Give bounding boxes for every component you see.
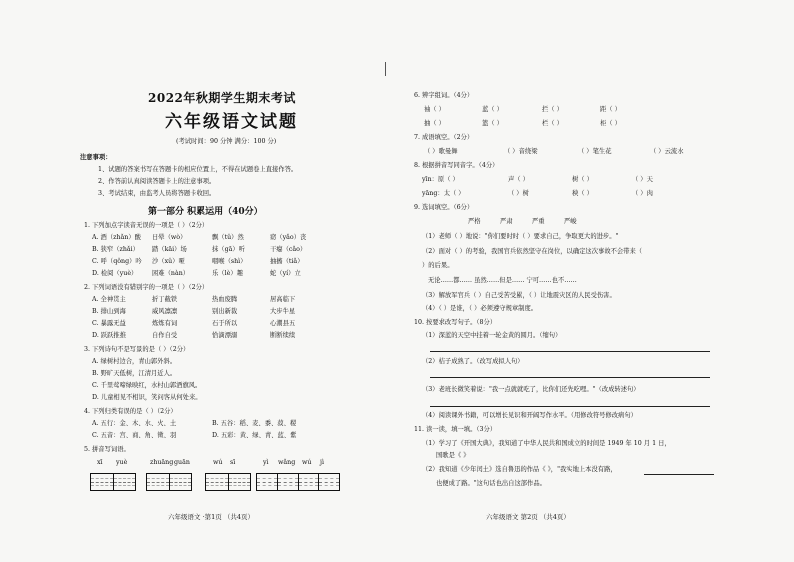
q2-option: 威风凛凛 [152,308,178,315]
q1-option: 抹（gā）听 [212,246,245,253]
q9-word: 严肃 [500,218,513,225]
q2-option: 恰滴漂溺 [212,332,238,339]
q1-option: 干瘪（cǎo） [270,246,307,253]
q7-stem: 7. 成语填空。（2分） [414,134,474,141]
q8-item: yīn：原（ ） [422,176,459,183]
answer-line[interactable] [430,351,710,352]
q4-option: C. 五音：宫、商、角、徵、羽 [92,432,177,439]
q4-option: A. 五行：金、木、水、火、土 [92,420,177,427]
q7-item: （ ）笔生花 [578,148,612,155]
q2-option: 炼炼有词 [152,320,178,327]
pinyin: sī [230,459,236,466]
q8-item: （ ）天 [632,176,653,183]
q2-option: B. 排山到海 [92,308,126,315]
q1-option: 抽搐（tiǎ） [270,258,304,265]
q10-item: （2）桔子成熟了。（改写成拟人句） [422,358,524,365]
pinyin: guān [174,459,190,466]
q8-item: （ ）树 [508,190,529,197]
q8-item: 声（ ） [508,176,529,183]
q2-stem: 2. 下列词语没有错别字的一项是（ ）（2分） [84,284,209,291]
q2-option: 别出新裁 [212,308,238,315]
answer-line[interactable] [430,377,710,378]
q7-item: （ ）音绕梁 [504,148,538,155]
q3-option: A. 绿树村边合，青山郭外斜。 [92,358,177,365]
time-info: (考试时间：90 分钟 满分：100 分) [176,138,277,145]
q2-option: 居高临下 [270,296,296,303]
q9-word: 严格 [468,218,481,225]
subject-title: 六年级语文试题 [165,112,298,132]
pinyin: xī [97,459,103,466]
q11-item: （2）我知道《少年闰土》选自鲁迅的作品《 》，"我实地上本没有路， [422,466,617,473]
q1-option: 沙（xǔ）哑 [152,258,185,265]
pinyin: yì [263,459,269,466]
q9-line: （3）解放军官兵（ ）自己受苦受累，（ ）让地震灾区的人民受伤害。 [422,292,616,299]
writing-grid[interactable] [90,473,136,491]
q1-option: C. 呼（qǒng）吟 [92,258,142,265]
q2-option: 热血废腾 [212,296,238,303]
pinyin: zhuāng [150,459,174,466]
q3-option: C. 千里莺啼绿映红，水村山郭酒旗风。 [92,382,202,389]
notice-2: 2、作答前认真阅读答题卡上的注意事项。 [98,178,216,185]
notice-header: 注意事项： [80,154,112,161]
writing-grid[interactable] [146,473,192,491]
q1-option: 咽喉（shì） [212,258,247,265]
q2-option: C. 暴露无益 [92,320,126,327]
q8-item: yāng：太（ ） [422,190,465,197]
q1-option: 乐（lè）趣 [212,270,243,277]
answer-line[interactable] [644,474,714,475]
q6-item: 袖（ ） [424,106,445,113]
q8-stem: 8. 根据拼音写同音字。（4分） [414,162,499,169]
q5-stem: 5. 拼音写词语。 [84,446,130,453]
q3-option: D. 儿童相见不相识，笑问客从何处来。 [92,394,202,401]
q9-line: ）的后果。 [422,262,454,269]
q3-option: B. 野旷天低树，江清月近人。 [92,370,177,377]
q9-line: （2）面对（ ）的考验，我国官兵依然坚守在岗位，以确定这次事故不会带来（ [422,248,643,255]
q10-item: （4）阅读课外书籍，可以增长见识和开阔写作水平。（用修改符号修改病句） [422,412,637,419]
q8-item: （ ）肉 [632,190,653,197]
q6-item: 栏（ ） [542,120,563,127]
q1-option: A. 酒（zhǎn）酸 [92,234,141,241]
q1-option: 困难（nàn） [152,270,190,277]
q9-line: 无论……都…… 虽然……但是…… 宁可……也不…… [428,277,577,284]
q2-option: 折丁截铁 [152,296,178,303]
q9-word: 严重 [532,218,545,225]
q1-option: 日晕（wò） [152,234,187,241]
q2-option: 大步牛星 [270,308,296,315]
pinyin: wú [302,459,312,466]
q9-stem: 9. 选词填空。（6分） [414,204,474,211]
notice-1: 1、试题的答案书写在答题卡的相应位置上，不得在试题卷上直接作答。 [98,166,298,173]
writing-grid[interactable] [205,473,251,491]
q4-option: D. 五彩：黄、绿、青、蓝、紫 [212,432,297,439]
pinyin: yuè [116,459,128,466]
q4-option: B. 五谷：稻、麦、黍、菽、稷 [212,420,297,427]
q3-stem: 3. 下列诗句不是写景的是（ ）（2分） [84,346,190,353]
q1-option: 飘（tǔ）然 [212,234,244,241]
q2-option: 断断续续 [270,332,296,339]
q6-stem: 6. 辨字组词。（4分） [414,92,474,99]
q2-option: A. 全神贯主 [92,296,126,303]
exam-page-2 [400,0,794,562]
q11-item: 国歌是《 》 [436,452,470,459]
notice-3: 3、考试结束，由监考人员将答题卡收回。 [98,190,216,197]
pinyin: wú [213,459,223,466]
q7-item: （ ）云流水 [650,148,684,155]
q6-item: 蓝（ ） [482,106,503,113]
q11-stem: 11. 读一读，填一填。（3分） [414,426,497,433]
page-footer: 六年级语文 第2页 （共4页） [486,513,570,521]
q9-line: （4）（ ）是谁，（ ）必须遵守规章制度。 [422,305,538,312]
page-divider [385,62,386,76]
answer-line[interactable] [430,406,710,407]
q6-item: 柜（ ） [600,120,621,127]
q8-item: 秧（ ） [572,190,593,197]
q6-item: 距（ ） [600,106,621,113]
q9-line: （1）老师（ ）地说："你们要时时（ ）要求自己，争取更大的进步。" [422,233,619,240]
q2-option: 石于所以 [212,320,238,327]
q11-item: 也便成了路。"这句话也出自这部作品。 [436,480,546,487]
q11-item: （1）学习了《开国大典》，我知道了中华人民共和国成立的时间是 1949 年 10 月 1 日， [422,440,671,447]
q1-option: B. 狭窄（zhǎi） [92,246,139,253]
q1-option: 窈（yǎo）丧 [270,234,307,241]
pinyin: wǎng [278,459,296,466]
q4-stem: 4. 下列归类有误的是（ ）（2分） [84,408,177,415]
q6-item: 拦（ ） [542,106,563,113]
writing-grid[interactable] [256,473,340,491]
q2-option: D. 跃跃推推 [92,332,127,339]
q9-word: 严峻 [564,218,577,225]
q2-option: 心潮县五 [270,320,296,327]
exam-title: 2022年秋期学生期末考试 [148,91,296,105]
pinyin: jì [320,459,324,466]
section-heading: 第一部分 积累运用（40分） [148,207,263,217]
q10-item: （3）老班长微笑着说："我一点就就吃了，比你们还先吃哩。"（改成转述句） [422,386,640,393]
q10-item: （1）深蓝的天空中挂着一轮金黄的圆月。（缩句） [422,332,562,339]
q1-stem: 1. 下列加点字读音无误的一项是（ ）（2分） [84,222,209,229]
q6-item: 篮（ ） [482,120,503,127]
q1-option: D. 检阅（yuè） [92,270,138,277]
q1-option: 蛇（yí）立 [270,270,301,277]
page-footer: 六年级语文 ·第1页 （共4页） [168,513,254,521]
q1-option: 踏（kāi）场 [152,246,187,253]
q10-stem: 10. 按要求改写句子。（8分） [414,319,497,326]
q2-option: 自作自受 [152,332,178,339]
q8-item: 树（ ） [572,176,593,183]
q6-item: 抽（ ） [424,120,445,127]
q7-item: （ ）歌曼舞 [424,148,458,155]
